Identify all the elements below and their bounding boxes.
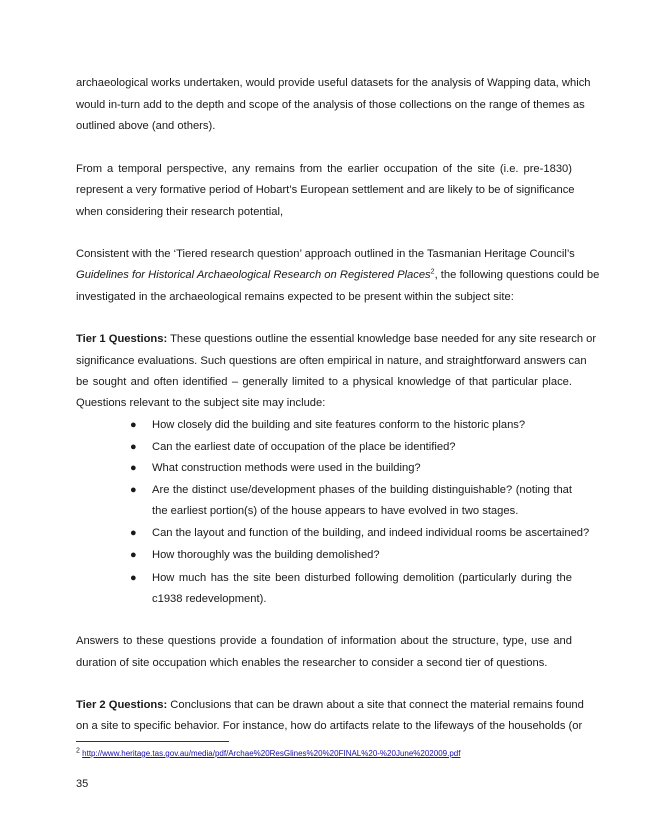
bullet-icon: ● (130, 549, 137, 561)
paragraph-line: on a site to specific behavior. For instance, how do artifacts relate to the lifeways of the households (or (76, 720, 583, 732)
paragraph-line: Consistent with the ‘Tiered research question’ approach outlined in the Tasmanian Heritage Council’s (76, 248, 575, 260)
paragraph-line (76, 268, 600, 282)
list-item: How much has the site been disturbed following demolition (particularly during the (152, 572, 572, 584)
paragraph-line: be sought and often identified – generally limited to a physical knowledge of that particular place. (76, 376, 572, 388)
paragraph-line: outlined above (and others). (76, 120, 216, 132)
bullet-icon: ● (130, 462, 137, 474)
paragraph-line: would in-turn add to the depth and scope of the analysis of those collections on the range of themes as (76, 99, 585, 111)
paragraph-line: Questions relevant to the subject site may include: (76, 397, 326, 409)
paragraph-line: represent a very formative period of Hobart’s European settlement and are likely to be of significance (76, 184, 575, 196)
list-item: Can the layout and function of the building, and indeed individual rooms be ascertained? (152, 527, 590, 539)
bullet-icon: ● (130, 441, 137, 453)
paragraph-text: Conclusions that can be drawn about a site that connect the material remains found (167, 699, 584, 711)
footnote (76, 749, 460, 759)
list-item: Are the distinct use/development phases of the building distinguishable? (noting that (152, 484, 572, 496)
footnote-link[interactable]: http://www.heritage.tas.gov.au/media/pdf/Archae%20ResGlines%20%20FINAL%20-%20June%202009.pdf (82, 749, 461, 758)
footnote-ref: 2 (430, 268, 435, 276)
list-item-continued: the earliest portion(s) of the house appears to have evolved in two stages. (152, 505, 519, 517)
paragraph-line (76, 332, 597, 346)
list-item: How thoroughly was the building demolished? (152, 549, 380, 561)
paragraph-line (76, 698, 584, 712)
list-item: Can the earliest date of occupation of the place be identified? (152, 441, 456, 453)
paragraph-line: archaeological works undertaken, would provide useful datasets for the analysis of Wapping data, which (76, 77, 591, 89)
bullet-icon: ● (130, 572, 137, 584)
paragraph-line: investigated in the archaeological remains expected to be present within the subject site: (76, 291, 514, 303)
page-number: 35 (76, 778, 89, 790)
list-item-continued: c1938 redevelopment). (152, 593, 267, 605)
paragraph-line: Answers to these questions provide a foundation of information about the structure, type, use and (76, 635, 572, 647)
paragraph-line: From a temporal perspective, any remains from the earlier occupation of the site (i.e. pre-1830) (76, 163, 572, 175)
paragraph-text: , the following questions could be (434, 269, 600, 281)
bullet-icon: ● (130, 527, 137, 539)
paragraph-line: when considering their research potential, (76, 206, 284, 218)
tier2-heading: Tier 2 Questions: (76, 699, 168, 711)
bullet-icon: ● (130, 484, 137, 496)
tier1-heading: Tier 1 Questions: (76, 333, 168, 345)
footnote-separator (76, 741, 229, 742)
footnote-number: 2 (76, 747, 80, 755)
guidelines-title: Guidelines for Historical Archaeological Research on Registered Places (76, 269, 431, 281)
list-item: What construction methods were used in the building? (152, 462, 421, 474)
paragraph-line: significance evaluations. Such questions are often empirical in nature, and straightforward answers can (76, 355, 587, 367)
bullet-icon: ● (130, 419, 137, 431)
paragraph-line: duration of site occupation which enables the researcher to consider a second tier of questions. (76, 657, 548, 669)
list-item: How closely did the building and site features conform to the historic plans? (152, 419, 526, 431)
paragraph-text: These questions outline the essential knowledge base needed for any site research or (167, 333, 597, 345)
